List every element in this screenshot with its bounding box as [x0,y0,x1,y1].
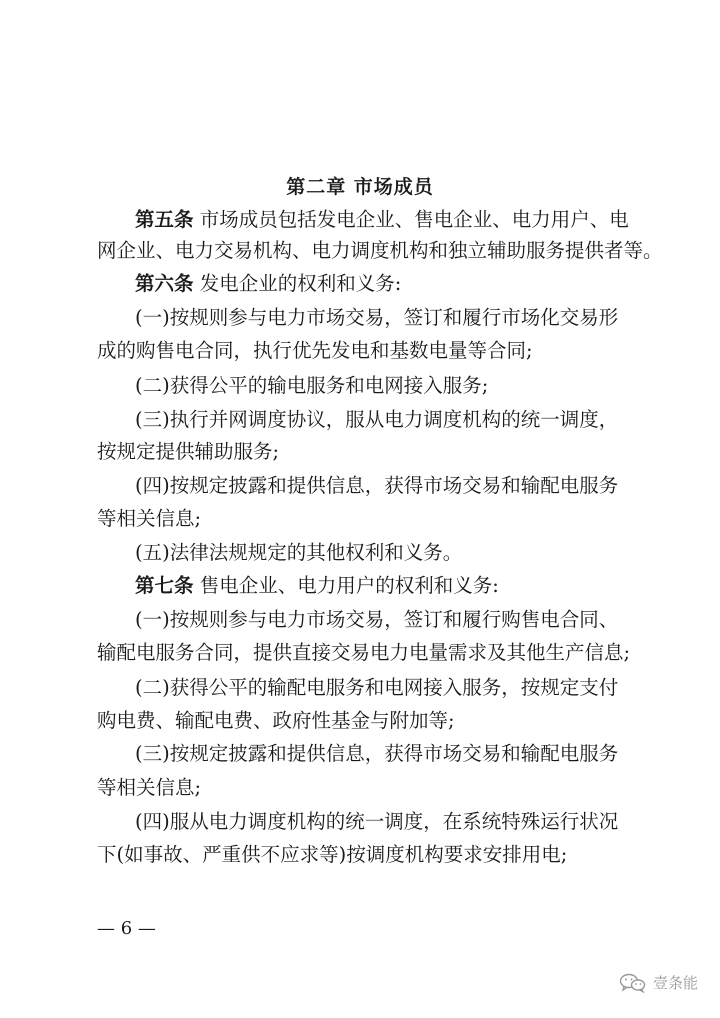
article-6-item-3-line-1: (三)执行并网调度协议，服从电力调度机构的统一调度， [135,408,619,431]
article-7-label: 第七条 [135,574,194,597]
page-number: — 6 — [97,918,156,939]
article-7-item-4-line-1: (四)服从电力调度机构的统一调度，在系统特殊运行状况 [135,810,619,833]
article-5-label: 第五条 [135,208,194,231]
article-7-item-1-line-2: 输配电服务合同，提供直接交易电力电量需求及其他生产信息; [97,641,631,664]
watermark [619,972,698,993]
article-7-item-2-line-2: 购电费、输配电费、政府性基金与附加等; [97,709,455,732]
article-7-line-1 [135,574,499,598]
article-6-item-1-line-1: (一)按规则参与电力市场交易，签订和履行市场化交易形 [135,306,619,329]
article-6-label: 第六条 [135,272,194,295]
wechat-icon [619,973,647,993]
article-6-item-5-line-1: (五)法律法规规定的其他权利和义务。 [135,541,463,564]
article-7-item-3-line-2: 等相关信息; [97,776,202,799]
article-5-line-1 [135,208,629,232]
article-6-line-1 [135,272,401,296]
article-6-item-3-line-2: 按规定提供辅助服务; [97,440,280,463]
article-5-line-2: 网企业、电力交易机构、电力调度机构和独立辅助服务提供者等。 [97,239,663,262]
article-6-item-1-line-2: 成的购售电合同，执行优先发电和基数电量等合同; [97,339,533,362]
article-6-text-1: 发电企业的权利和义务: [199,272,402,295]
chapter-title: 第二章 市场成员 [286,176,434,198]
article-7-item-4-line-2: 下(如事故、严重供不应求等)按调度机构要求安排用电; [97,843,568,866]
article-6-item-4-line-1: (四)按规定披露和提供信息，获得市场交易和输配电服务 [135,474,619,497]
article-5-text-1: 市场成员包括发电企业、售电企业、电力用户、电 [199,208,629,231]
article-7-item-1-line-1: (一)按规则参与电力市场交易，签订和履行购售电合同、 [135,608,619,631]
article-7-item-2-line-1: (二)获得公平的输配电服务和电网接入服务，按规定支付 [135,676,619,699]
article-6-item-2-line-1: (二)获得公平的输电服务和电网接入服务; [135,374,489,397]
article-6-item-4-line-2: 等相关信息; [97,507,202,530]
article-7-text-1: 售电企业、电力用户的权利和义务: [199,574,499,597]
watermark-text: 壹条能 [652,974,698,992]
article-7-item-3-line-1: (三)按规定披露和提供信息，获得市场交易和输配电服务 [135,742,619,765]
